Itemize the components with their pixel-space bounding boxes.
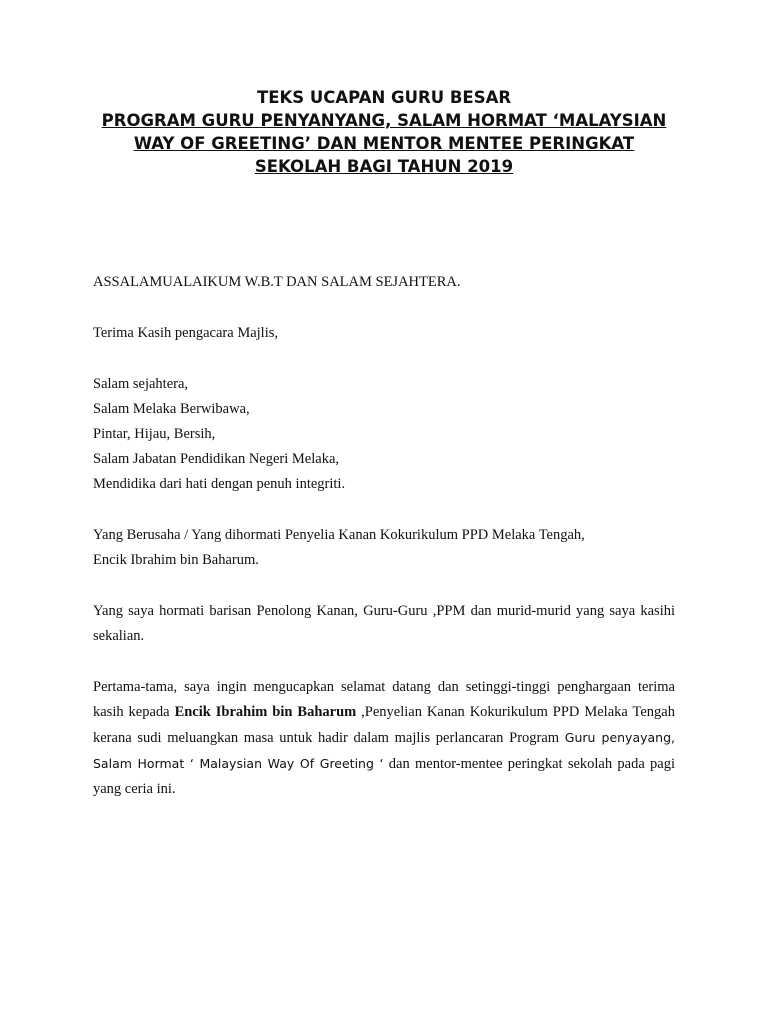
respect-paragraph: Yang saya hormati barisan Penolong Kanan, Guru-Guru ,PPM dan murid-murid yang saya kasihi sekalian. bbox=[93, 603, 675, 644]
opening-part-1: Pertama-tama, saya ingin mengucapkan selamat datang dan setinggi-tinggi penghargaan terima kasih kepada bbox=[93, 679, 675, 720]
greeting-end: . bbox=[456, 274, 461, 290]
opening-part-2: ,Penyelian Kanan Kokurikulum PPD Melaka Tengah kerana sudi meluangkan masa untuk hadir dalam majlis perlancaran Program bbox=[93, 704, 675, 746]
salam-line: Salam Jabatan Pendidikan Negeri Melaka, bbox=[93, 451, 340, 467]
thanks-paragraph: Terima Kasih pengacara Majlis, bbox=[93, 325, 278, 341]
heading: TEKS UCAPAN GURU BESAR bbox=[256, 88, 512, 107]
salam-line: Mendidika dari hati dengan penuh integriti. bbox=[93, 476, 346, 492]
honoured-line: Yang Berusaha / Yang dihormati Penyelia Kanan Kokurikulum PPD Melaka Tengah, bbox=[93, 527, 585, 543]
salam-line: Pintar, Hijau, Bersih, bbox=[93, 426, 216, 442]
salam-line: Salam Melaka Berwibawa, bbox=[93, 401, 250, 417]
greeting: ASSALAMUALAIKUM W.B.T DAN SALAM SEJAHTERA bbox=[93, 274, 457, 290]
subtitle-line: SEKOLAH BAGI TAHUN 2019 bbox=[254, 157, 514, 176]
salam-paragraph bbox=[93, 372, 675, 497]
honoured-line: Encik Ibrahim bin Baharum. bbox=[93, 552, 259, 568]
subtitle-line: WAY OF GREETING’ DAN MENTOR MENTEE PERINGKAT bbox=[133, 134, 635, 153]
salam-line: Salam sejahtera, bbox=[93, 376, 189, 392]
opening-part-3: dan mentor-mentee peringkat sekolah pada pagi yang ceria ini. bbox=[93, 756, 676, 797]
document-title bbox=[80, 86, 688, 178]
greeting-paragraph bbox=[93, 270, 675, 295]
opening-paragraph bbox=[93, 675, 675, 802]
guest-name: Encik Ibrahim bin Baharum bbox=[174, 704, 357, 720]
speech-body bbox=[93, 270, 675, 802]
honoured-paragraph bbox=[93, 523, 675, 573]
subtitle-line: PROGRAM GURU PENYANYANG, SALAM HORMAT ‘MALAYSIAN bbox=[101, 111, 667, 130]
program-name: Guru penyayang, Salam Hormat ‘ Malaysian Way Of Greeting ‘ bbox=[93, 730, 675, 771]
